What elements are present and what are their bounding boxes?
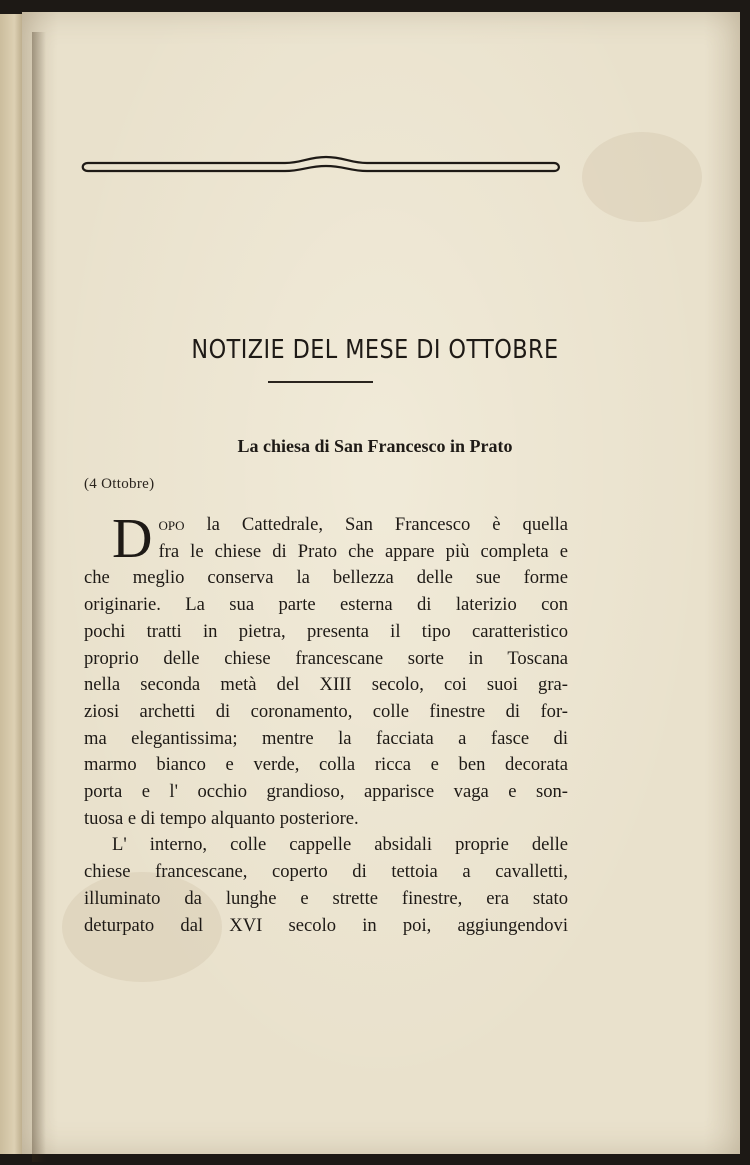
text-line: marmo bianco e verde, colla ricca e ben decorata [84, 754, 568, 776]
small-caps-word: opo [158, 514, 185, 535]
drop-cap: D [112, 508, 153, 570]
text-line: tuosa e di tempo alquanto posteriore. [84, 807, 359, 829]
text-line: che meglio conserva la bellezza delle sue forme [84, 567, 568, 589]
text-line: illuminato da lunghe e strette finestre, era stato [84, 887, 568, 909]
text-line: porta e l' occhio grandioso, apparisce vaga e son- [84, 781, 568, 803]
text-line [84, 512, 568, 539]
text-line-rest: la Cattedrale, San Francesco è quella [184, 514, 568, 535]
spine-shadow [32, 32, 46, 1162]
paper-stain [582, 132, 702, 222]
paragraph-1 [84, 508, 568, 832]
page-title: NOTIZIE DEL MESE DI OTTOBRE [191, 335, 559, 365]
text-line: chiese francescane, coperto di tettoia a cavalletti, [84, 861, 568, 883]
text-line: L' interno, colle cappelle absidali proprie delle [112, 834, 568, 856]
text-line: fra le chiese di Prato che appare più completa e [158, 540, 568, 562]
date-note: (4 Ottobre) [84, 476, 155, 492]
decorative-rule-ornament [80, 154, 562, 180]
text-line: proprio delle chiese francescane sorte in Toscana [84, 647, 568, 669]
text-line: originarie. La sua parte esterna di laterizio con [84, 594, 568, 616]
section-heading: La chiesa di San Francesco in Prato [237, 436, 513, 456]
text-line: deturpato dal XVI secolo in poi, aggiungendovi [84, 914, 568, 936]
text-line: nella seconda metà del XIII secolo, coi suoi gra- [84, 674, 568, 696]
body-text [84, 508, 568, 939]
text-line: pochi tratti in pietra, presenta il tipo caratteristico [84, 620, 568, 642]
text-line: ma elegantissima; mentre la facciata a fasce di [84, 727, 568, 749]
paragraph-2 [84, 832, 568, 939]
text-line: ziosi archetti di coronamento, colle finestre di for- [84, 700, 568, 722]
title-underline [268, 381, 373, 383]
